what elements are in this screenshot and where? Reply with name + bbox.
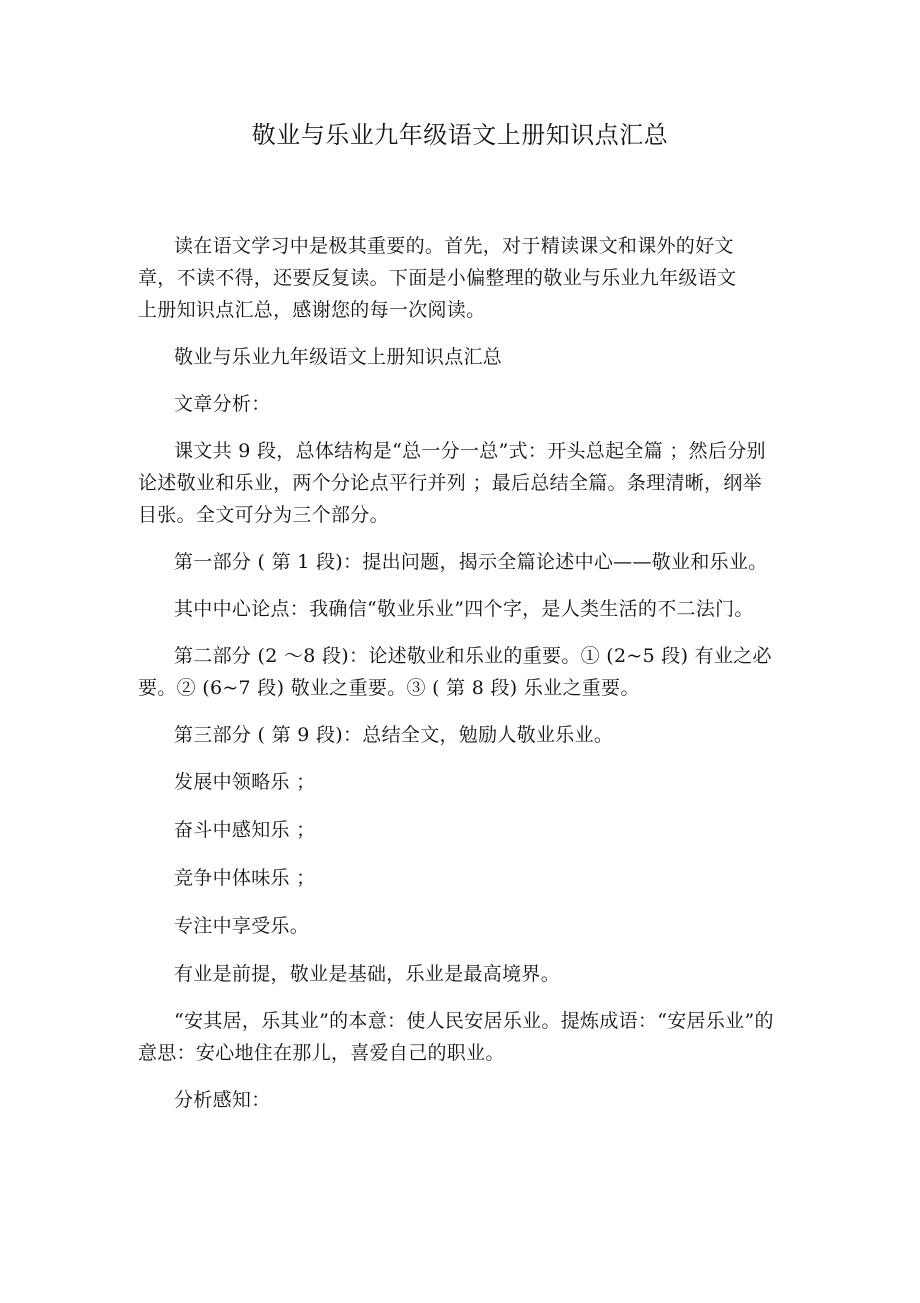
part-one-paragraph: 第一部分 ( 第 1 段)：提出问题，揭示全篇论述中心——敬业和乐业。	[174, 551, 768, 573]
document-title: 敬业与乐业九年级语文上册知识点汇总	[251, 121, 669, 149]
section-heading: 敬业与乐业九年级语文上册知识点汇总	[174, 346, 503, 368]
list-item: 竞争中体味乐 ；	[174, 867, 316, 889]
intro-paragraph: 读在语文学习中是极其重要的。首先，对于精读课文和课外的好文章，不读不得，还要反复读。下面是小偏整理的敬业与乐业九年级语文上册知识点汇总，感谢您的每一次阅读。	[138, 235, 737, 321]
list-item: 奋斗中感知乐 ；	[174, 819, 316, 841]
summary-paragraph: 有业是前提，敬业是基础，乐业是最高境界。	[174, 963, 561, 985]
article-analysis-label: 文章分析：	[174, 393, 271, 415]
list-item: 发展中领略乐 ；	[174, 771, 316, 793]
part-three-paragraph: 第三部分 ( 第 9 段)：总结全文，勉励人敬业乐业。	[174, 724, 614, 746]
idiom-paragraph: “安其居，乐其业”的本意：使人民安居乐业。提炼成语：“安居乐业”的意思：安心地住在那儿，喜爱自己的职业。	[138, 1010, 774, 1064]
document-body	[138, 230, 780, 1131]
part-two-paragraph: 第二部分 (2 ～8 段)：论述敬业和乐业的重要。① (2~5 段) 有业之必要。② (6~7 段) 敬业之重要。③ ( 第 8 段) 乐业之重要。	[138, 645, 772, 699]
central-argument-paragraph: 其中中心论点：我确信“敬业乐业”四个字，是人类生活的不二法门。	[174, 598, 754, 620]
list-item: 专注中享受乐。	[174, 915, 310, 937]
analysis-label: 分析感知：	[174, 1089, 271, 1111]
structure-paragraph: 课文共 9 段，总体结构是“总一分一总”式：开头总起全篇 ；然后分别论述敬业和乐业，两个分论点平行并列 ；最后总结全篇。条理清晰，纲举目张。全文可分为三个部分。	[138, 440, 766, 526]
